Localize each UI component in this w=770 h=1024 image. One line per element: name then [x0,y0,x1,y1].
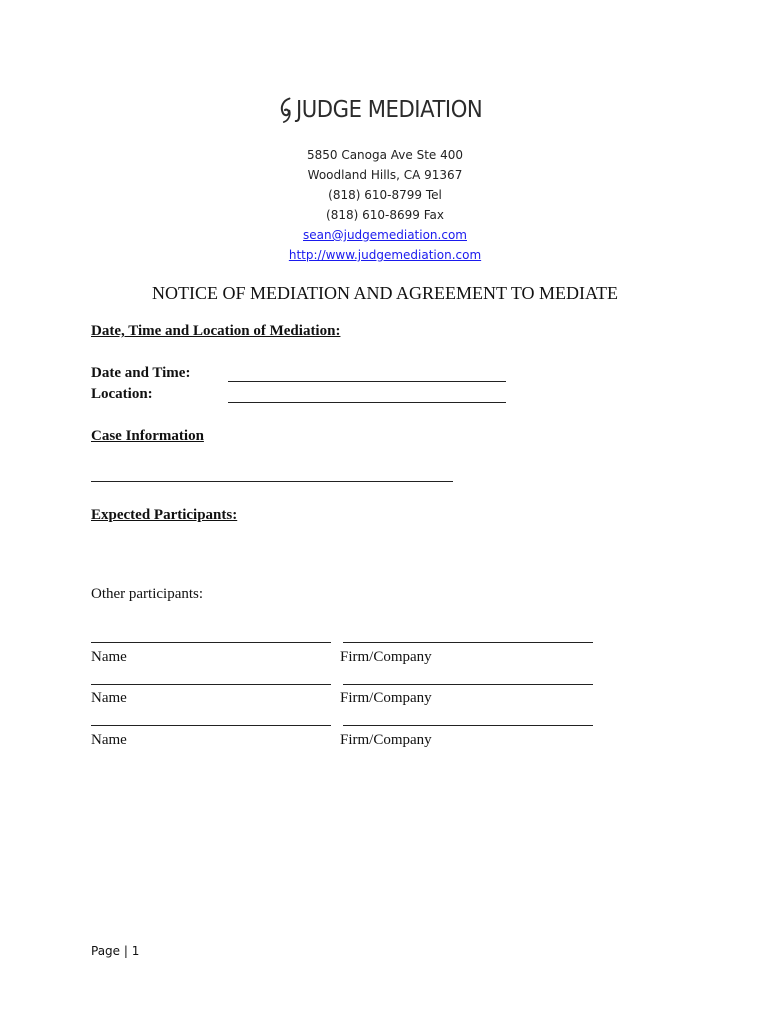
address-line-1: 5850 Canoga Ave Ste 400 [306,148,464,162]
logo-text: JUDGE MEDIATION [295,96,482,123]
participant-name-field[interactable] [91,642,331,643]
participant-firm-field[interactable] [343,725,593,726]
participant-firm-field[interactable] [343,642,593,643]
participant-firm-label: Firm/Company [340,690,432,706]
participant-name-field[interactable] [91,725,331,726]
company-logo [278,88,498,132]
date-location-heading: Date, Time and Location of Mediation: [91,323,341,339]
document-title: NOTICE OF MEDIATION AND AGREEMENT TO MEDIATE [152,283,618,303]
website-link[interactable]: http://www.judgemediation.com [288,248,482,262]
location-label: Location: [91,386,153,402]
participant-name-field[interactable] [91,684,331,685]
participant-name-label: Name [91,732,127,748]
phone-number: (818) 610-8799 Tel [328,188,442,202]
participant-firm-field[interactable] [343,684,593,685]
page-number: Page | 1 [91,944,140,958]
other-participants-label: Other participants: [91,586,204,602]
address-line-2: Woodland Hills, CA 91367 [307,168,463,182]
date-time-field[interactable] [228,381,506,382]
logo-swirl-icon [278,89,295,131]
email-link[interactable]: sean@judgemediation.com [303,228,467,242]
participant-firm-label: Firm/Company [340,649,432,665]
case-information-heading: Case Information [91,428,204,444]
date-time-label: Date and Time: [91,365,191,381]
fax-number: (818) 610-8699 Fax [326,208,444,222]
expected-participants-heading: Expected Participants: [91,507,238,523]
location-field[interactable] [228,402,506,403]
case-information-field[interactable] [91,481,453,482]
participant-name-label: Name [91,649,127,665]
participant-name-label: Name [91,690,127,706]
participant-firm-label: Firm/Company [340,732,432,748]
